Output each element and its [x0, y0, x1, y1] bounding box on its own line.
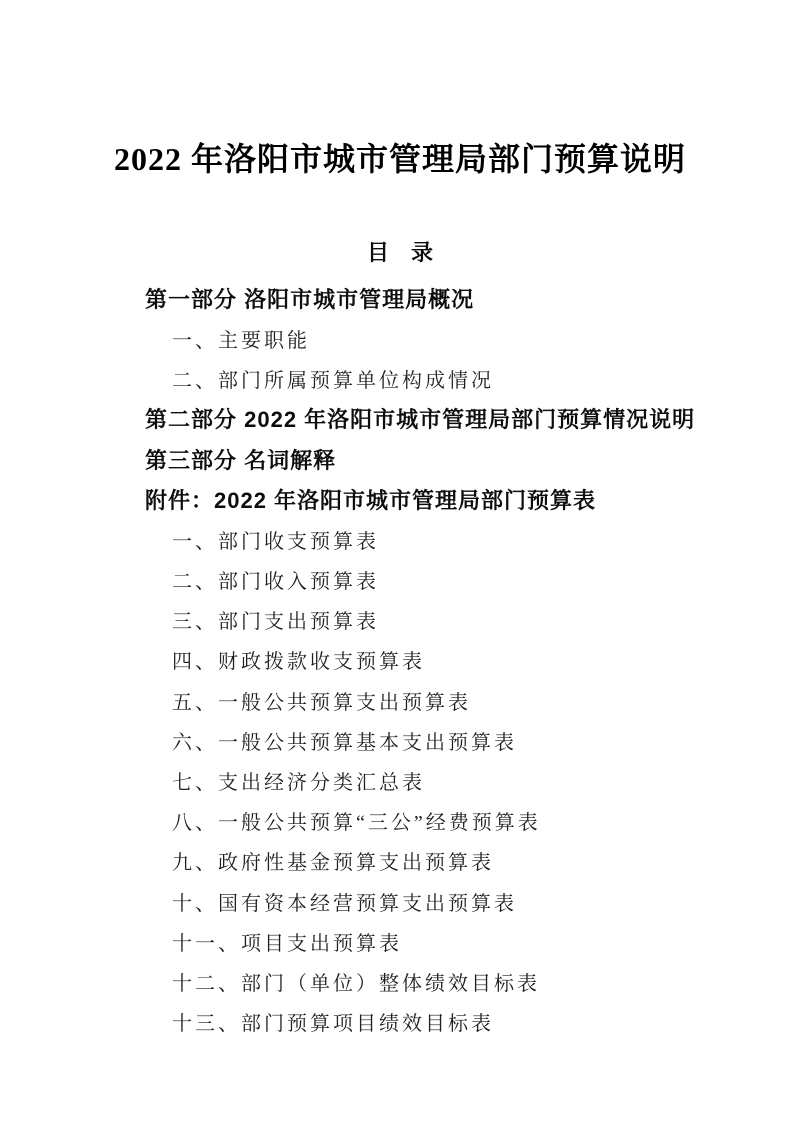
toc-entry: 第三部分 名词解释 — [145, 447, 337, 473]
toc-entry: 附件：2022 年洛阳市城市管理局部门预算表 — [145, 487, 597, 513]
toc-entry: 二、部门收入预算表 — [172, 571, 379, 594]
toc-entry: 一、部门收支预算表 — [172, 530, 379, 553]
toc-entry: 十、国有资本经营预算支出预算表 — [172, 892, 517, 915]
toc-heading: 目 录 — [366, 239, 433, 265]
toc-entry: 三、部门支出预算表 — [172, 611, 379, 634]
toc-entry: 第一部分 洛阳市城市管理局概况 — [145, 286, 475, 312]
toc-entry: 十三、部门预算项目绩效目标表 — [172, 1013, 494, 1036]
toc-entry: 十二、部门（单位）整体绩效目标表 — [172, 972, 540, 995]
toc-entry: 八、一般公共预算“三公”经费预算表 — [172, 812, 541, 835]
toc-entry: 一、主要职能 — [172, 329, 310, 352]
toc-entry: 第二部分 2022 年洛阳市城市管理局部门预算情况说明 — [145, 407, 696, 433]
toc-entry: 九、政府性基金预算支出预算表 — [172, 852, 494, 875]
toc-entry: 十一、项目支出预算表 — [172, 932, 402, 955]
table-of-contents — [0, 278, 800, 1042]
toc-entry: 六、一般公共预算基本支出预算表 — [172, 731, 517, 754]
document-title: 2022 年洛阳市城市管理局部门预算说明 — [113, 141, 686, 177]
toc-entry: 二、部门所属预算单位构成情况 — [172, 370, 494, 393]
toc-entry: 四、财政拨款收支预算表 — [172, 651, 425, 674]
toc-entry: 七、支出经济分类汇总表 — [172, 772, 425, 795]
toc-entry: 五、一般公共预算支出预算表 — [172, 691, 471, 714]
